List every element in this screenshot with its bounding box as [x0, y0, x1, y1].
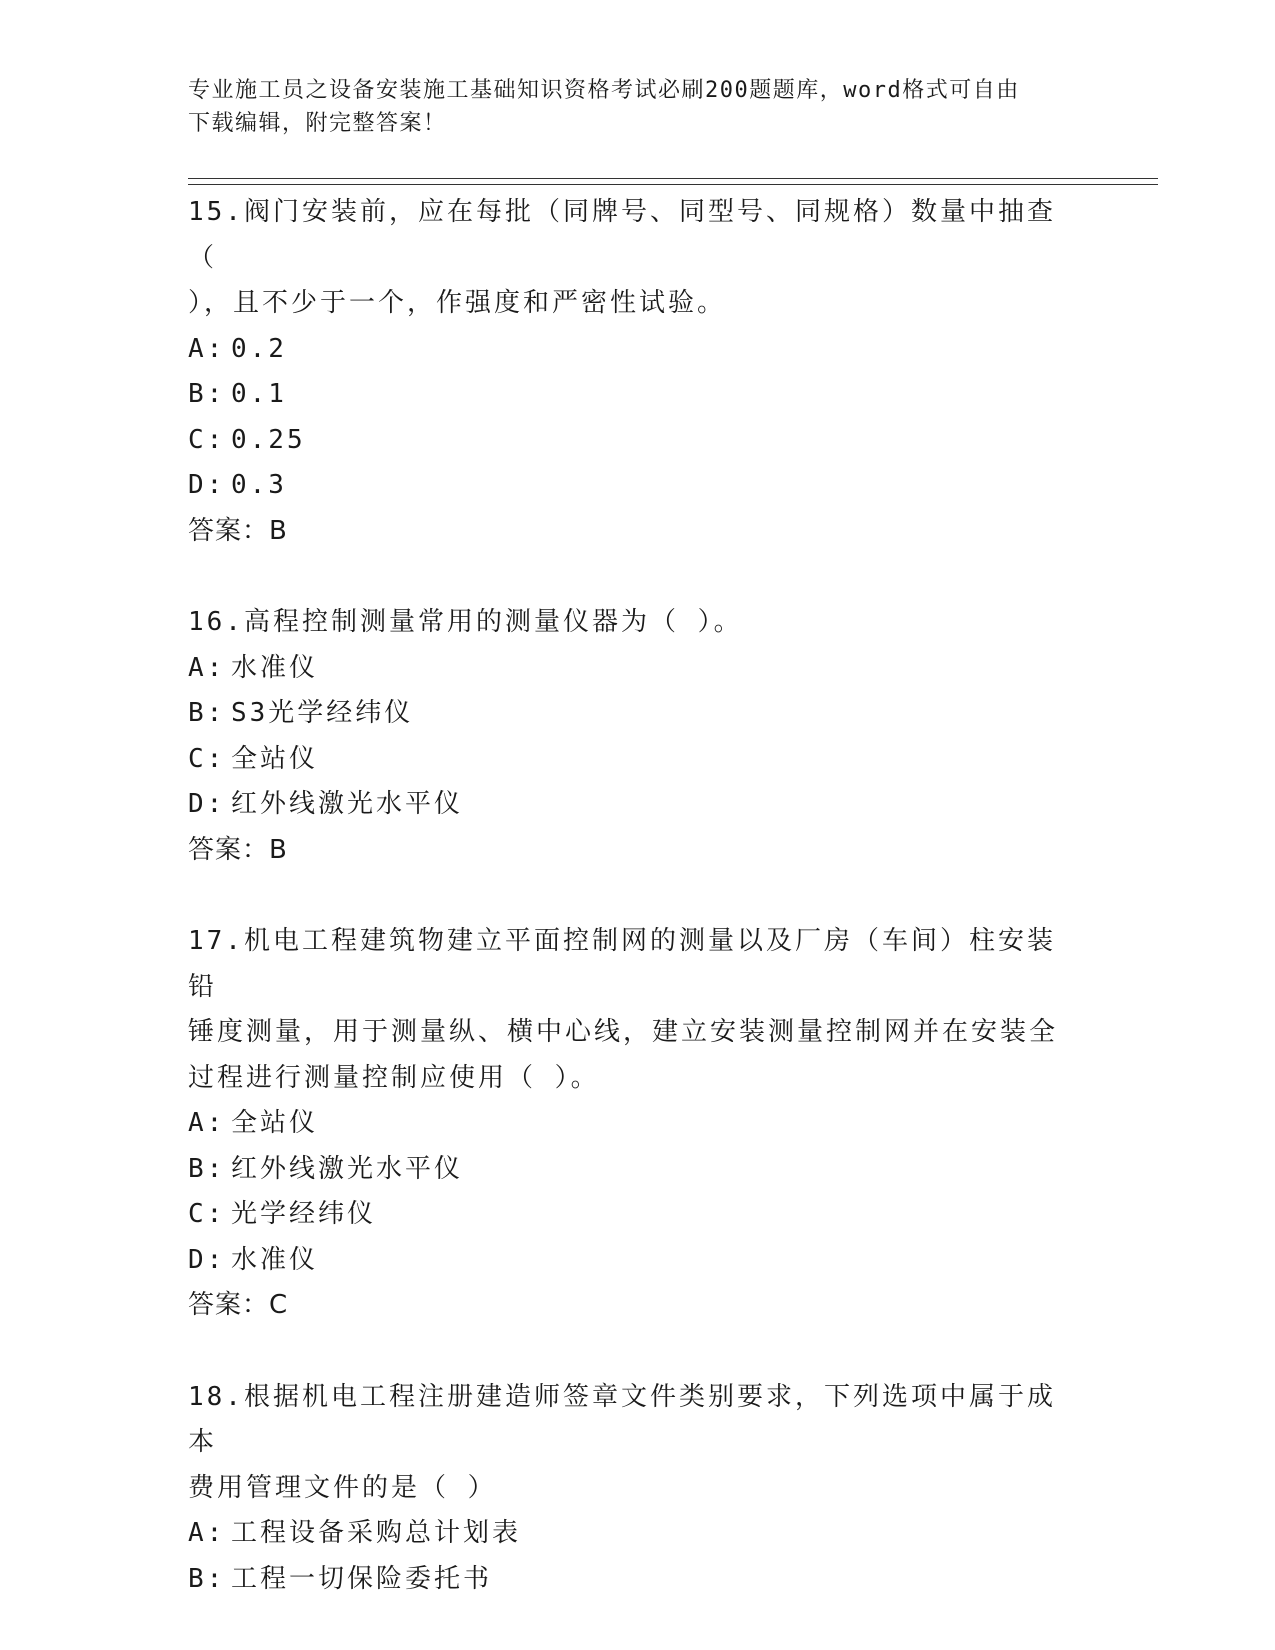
option-letter: A: — [188, 333, 226, 364]
option-letter: B: — [188, 1153, 226, 1184]
question-stem — [188, 919, 1058, 1101]
stem-line: 费用管理文件的是（ ） — [188, 1472, 497, 1503]
option-a — [188, 1511, 1058, 1557]
question-18 — [188, 1375, 1058, 1603]
question-stem — [188, 1375, 1058, 1512]
question-stem — [188, 190, 1058, 327]
question-list — [188, 190, 1058, 1648]
option-letter: C: — [188, 1199, 226, 1229]
option-a — [188, 646, 1058, 692]
option-text: 水准仪 — [231, 652, 319, 683]
option-letter: B: — [188, 1563, 226, 1594]
option-letter: B: — [188, 698, 226, 728]
option-text: 全站仪 — [231, 1108, 319, 1138]
question-15 — [188, 190, 1058, 554]
option-letter: B: — [188, 379, 226, 409]
option-text: S3光学经纬仪 — [231, 698, 414, 728]
option-text: 全站仪 — [231, 743, 319, 774]
question-17 — [188, 919, 1058, 1329]
option-text: 0.3 — [231, 470, 287, 500]
option-text: 红外线激光水平仪 — [231, 789, 464, 819]
option-text: 红外线激光水平仪 — [231, 1153, 464, 1184]
stem-line: ），且不少于一个，作强度和严密性试验。 — [188, 288, 727, 318]
option-a — [188, 1101, 1058, 1147]
option-letter: C: — [188, 743, 226, 774]
option-text: 0.1 — [231, 379, 287, 409]
header-line-2: 下载编辑，附完整答案！ — [188, 111, 447, 136]
stem-line: 锤度测量，用于测量纵、横中心线，建立安装测量控制网并在安装全 — [188, 1017, 1059, 1047]
option-letter: A: — [188, 1108, 226, 1138]
option-c — [188, 737, 1058, 783]
option-b — [188, 1147, 1058, 1193]
answer-line: 答案：B — [188, 834, 288, 865]
option-text: 水准仪 — [231, 1244, 319, 1275]
option-letter: C: — [188, 424, 226, 455]
option-text: 工程一切保险委托书 — [231, 1563, 493, 1594]
question-stem — [188, 600, 1058, 646]
option-text: 0.25 — [231, 424, 306, 455]
option-d — [188, 782, 1058, 828]
answer-line: 答案：B — [188, 515, 288, 546]
option-c — [188, 1192, 1058, 1238]
option-a — [188, 327, 1058, 373]
document-page — [188, 0, 1158, 1650]
option-letter: D: — [188, 470, 226, 500]
option-letter: D: — [188, 1244, 226, 1275]
option-text: 工程设备采购总计划表 — [231, 1518, 522, 1548]
option-letter: A: — [188, 652, 226, 683]
option-d — [188, 463, 1058, 509]
stem-line: 过程进行测量控制应使用（ ）。 — [188, 1062, 600, 1093]
option-c — [188, 418, 1058, 464]
option-b — [188, 372, 1058, 418]
option-text: 0.2 — [231, 333, 287, 364]
option-d — [188, 1238, 1058, 1284]
option-b — [188, 691, 1058, 737]
document-header — [188, 74, 1068, 140]
answer-line: 答案：C — [188, 1290, 289, 1320]
stem-line: 15.阀门安装前，应在每批（同牌号、同型号、同规格）数量中抽查（ — [188, 197, 1056, 273]
header-line-1: 专业施工员之设备安装施工基础知识资格考试必刷200题题库，word格式可自由 — [188, 78, 1020, 103]
question-16 — [188, 600, 1058, 873]
stem-line: 17.机电工程建筑物建立平面控制网的测量以及厂房（车间）柱安装铅 — [188, 926, 1056, 1002]
stem-line: 18.根据机电工程注册建造师签章文件类别要求，下列选项中属于成本 — [188, 1381, 1056, 1457]
header-divider — [188, 178, 1158, 185]
option-letter: A: — [188, 1518, 226, 1548]
stem-line: 16.高程控制测量常用的测量仪器为（ ）。 — [188, 607, 743, 637]
option-letter: D: — [188, 789, 226, 819]
option-text: 光学经纬仪 — [231, 1199, 377, 1229]
option-b — [188, 1557, 1058, 1603]
